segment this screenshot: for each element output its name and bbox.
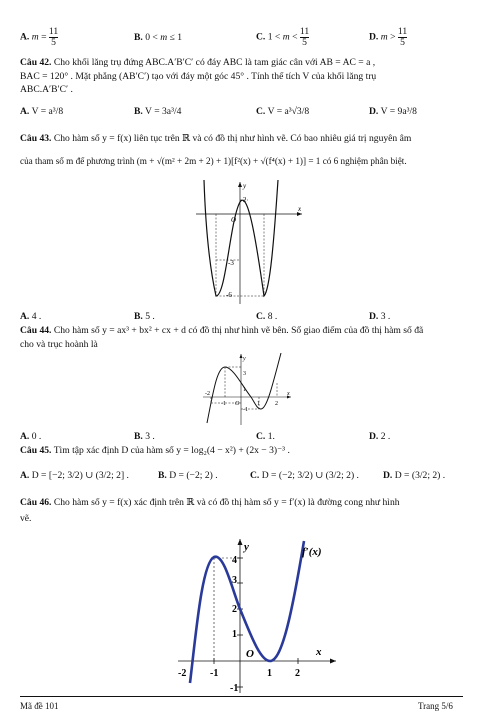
q44-tick-3: 3 bbox=[243, 371, 246, 377]
q42-line3: ABC.A′B′C′ . bbox=[20, 84, 73, 95]
q43-option-a: A. 4 . bbox=[20, 311, 42, 322]
q46-x-label: x bbox=[316, 646, 322, 658]
q46-x-tick-m2: -2 bbox=[178, 668, 187, 679]
q45-option-c: C. D = (−2; 3/2) ∪ (3/2; 2) . bbox=[250, 470, 359, 481]
q44-line2: cho và trục hoành là bbox=[20, 339, 98, 350]
q46-curve bbox=[190, 541, 304, 683]
q44-option-a: A. 0 . bbox=[20, 431, 42, 442]
q43-option-d: D. 3 . bbox=[369, 311, 391, 322]
q43-option-b: B. 5 . bbox=[134, 311, 155, 322]
q43-line1: Câu 43. Cho hàm số y = f(x) liên tục trên ℝ và có đồ thị như hình vẽ. Có bao nhiêu giá trị nguyên âm bbox=[20, 133, 412, 144]
q44-graph bbox=[203, 353, 293, 425]
q42-option-c: C. V = a³√3/8 bbox=[256, 106, 310, 117]
q44-tick-1: 1 bbox=[243, 387, 246, 393]
q41-option-a: A. m = $\frac{11}{5}$ bbox=[20, 26, 59, 48]
q46-x-tick-2: 2 bbox=[295, 668, 300, 679]
q46-y-tick-1: 1 bbox=[232, 629, 237, 640]
q46-y-tick-m1: -1 bbox=[230, 683, 239, 694]
q42-option-d: D. V = 9a³/8 bbox=[369, 106, 417, 117]
q44-tick-x-m1: -1 bbox=[221, 401, 226, 407]
q43-line2: của tham số m để phương trình (m + √(m² + 2m + 2) + 1)[f²(x) + √(f⁴(x) + 1)] = 1 có 6 nghiệm phân biệt. bbox=[20, 156, 407, 166]
q42-line2: BAC = 120° . Mặt phẳng (AB′C′) tạo với đáy một góc 45° . Tính thể tích V của khối lăng trụ bbox=[20, 71, 377, 82]
q44-tick-x-2: 2 bbox=[275, 401, 278, 407]
q46-y-tick-3: 3 bbox=[232, 575, 237, 586]
q42-option-b: B. V = 3a³/4 bbox=[134, 106, 182, 117]
q46-curve-label: f′(x) bbox=[302, 546, 322, 558]
footer-page-number: Trang 5/6 bbox=[418, 701, 453, 711]
q43-tick-2: 2 bbox=[243, 196, 247, 204]
q46-origin: O bbox=[246, 648, 254, 660]
q46-x-tick-1: 1 bbox=[267, 668, 272, 679]
q41-option-d: D. m > $\frac{11}{5}$ bbox=[369, 26, 408, 48]
q45-option-b: B. D = (−2; 2) . bbox=[158, 470, 218, 481]
q42-line1: Câu 42. Cho khối lăng trụ đứng ABC.A′B′C′ có đáy ABC là tam giác cân với AB = AC = a , bbox=[20, 57, 376, 68]
q43-x-label: x bbox=[298, 205, 302, 213]
q44-tick-x-1: 1 bbox=[257, 401, 260, 407]
q45-option-d: D. D = (3/2; 2) . bbox=[383, 470, 446, 481]
q43-curve bbox=[204, 180, 278, 296]
q46-graph bbox=[168, 533, 338, 695]
q43-origin: O bbox=[231, 216, 237, 224]
q41-option-b: B. 0 < m ≤ 1 bbox=[134, 32, 183, 43]
q44-tick-x-m2: -2 bbox=[205, 391, 210, 397]
q46-y-label: y bbox=[244, 541, 249, 553]
q44-origin: O bbox=[235, 401, 240, 407]
q43-graph bbox=[196, 180, 306, 305]
q44-x-label: x bbox=[287, 391, 290, 397]
q46-line2: vẽ. bbox=[20, 513, 32, 524]
q46-line1: Câu 46. Cho hàm số y = f(x) xác định trên ℝ và có đồ thị hàm số y = f′(x) là đường cong như hình bbox=[20, 497, 400, 508]
q46-x-tick-m1: -1 bbox=[210, 668, 219, 679]
q46-y-tick-2: 2 bbox=[232, 604, 237, 615]
q45-line1: Câu 45. Tìm tập xác định D của hàm số y = log₂(4 − x²) + (2x − 3)⁻³ . bbox=[20, 445, 290, 456]
q44-line1: Câu 44. Cho hàm số y = ax³ + bx² + cx + d có đồ thị như hình vẽ bên. Số giao điểm của đồ thị hàm số đã bbox=[20, 325, 424, 336]
footer-divider bbox=[20, 696, 463, 697]
q43-tick-m6: -6 bbox=[226, 291, 232, 299]
q44-option-b: B. 3 . bbox=[134, 431, 155, 442]
q44-y-label: y bbox=[243, 356, 246, 362]
q44-tick-y-m1: -1 bbox=[243, 407, 248, 413]
footer-exam-code: Mã đề 101 bbox=[20, 701, 59, 711]
q42-option-a: A. V = a³/8 bbox=[20, 106, 64, 117]
q43-y-label: y bbox=[243, 182, 247, 190]
q44-option-c: C. 1. bbox=[256, 431, 275, 442]
q43-option-c: C. 8 . bbox=[256, 311, 278, 322]
q43-tick-m3: -3 bbox=[228, 259, 234, 267]
q44-option-d: D. 2 . bbox=[369, 431, 391, 442]
q45-option-a: A. D = [−2; 3/2) ∪ (3/2; 2] . bbox=[20, 470, 129, 481]
q41-option-c: C. 1 < m < $\frac{11}{5}$ bbox=[256, 26, 310, 48]
q46-y-tick-4: 4 bbox=[232, 555, 237, 566]
